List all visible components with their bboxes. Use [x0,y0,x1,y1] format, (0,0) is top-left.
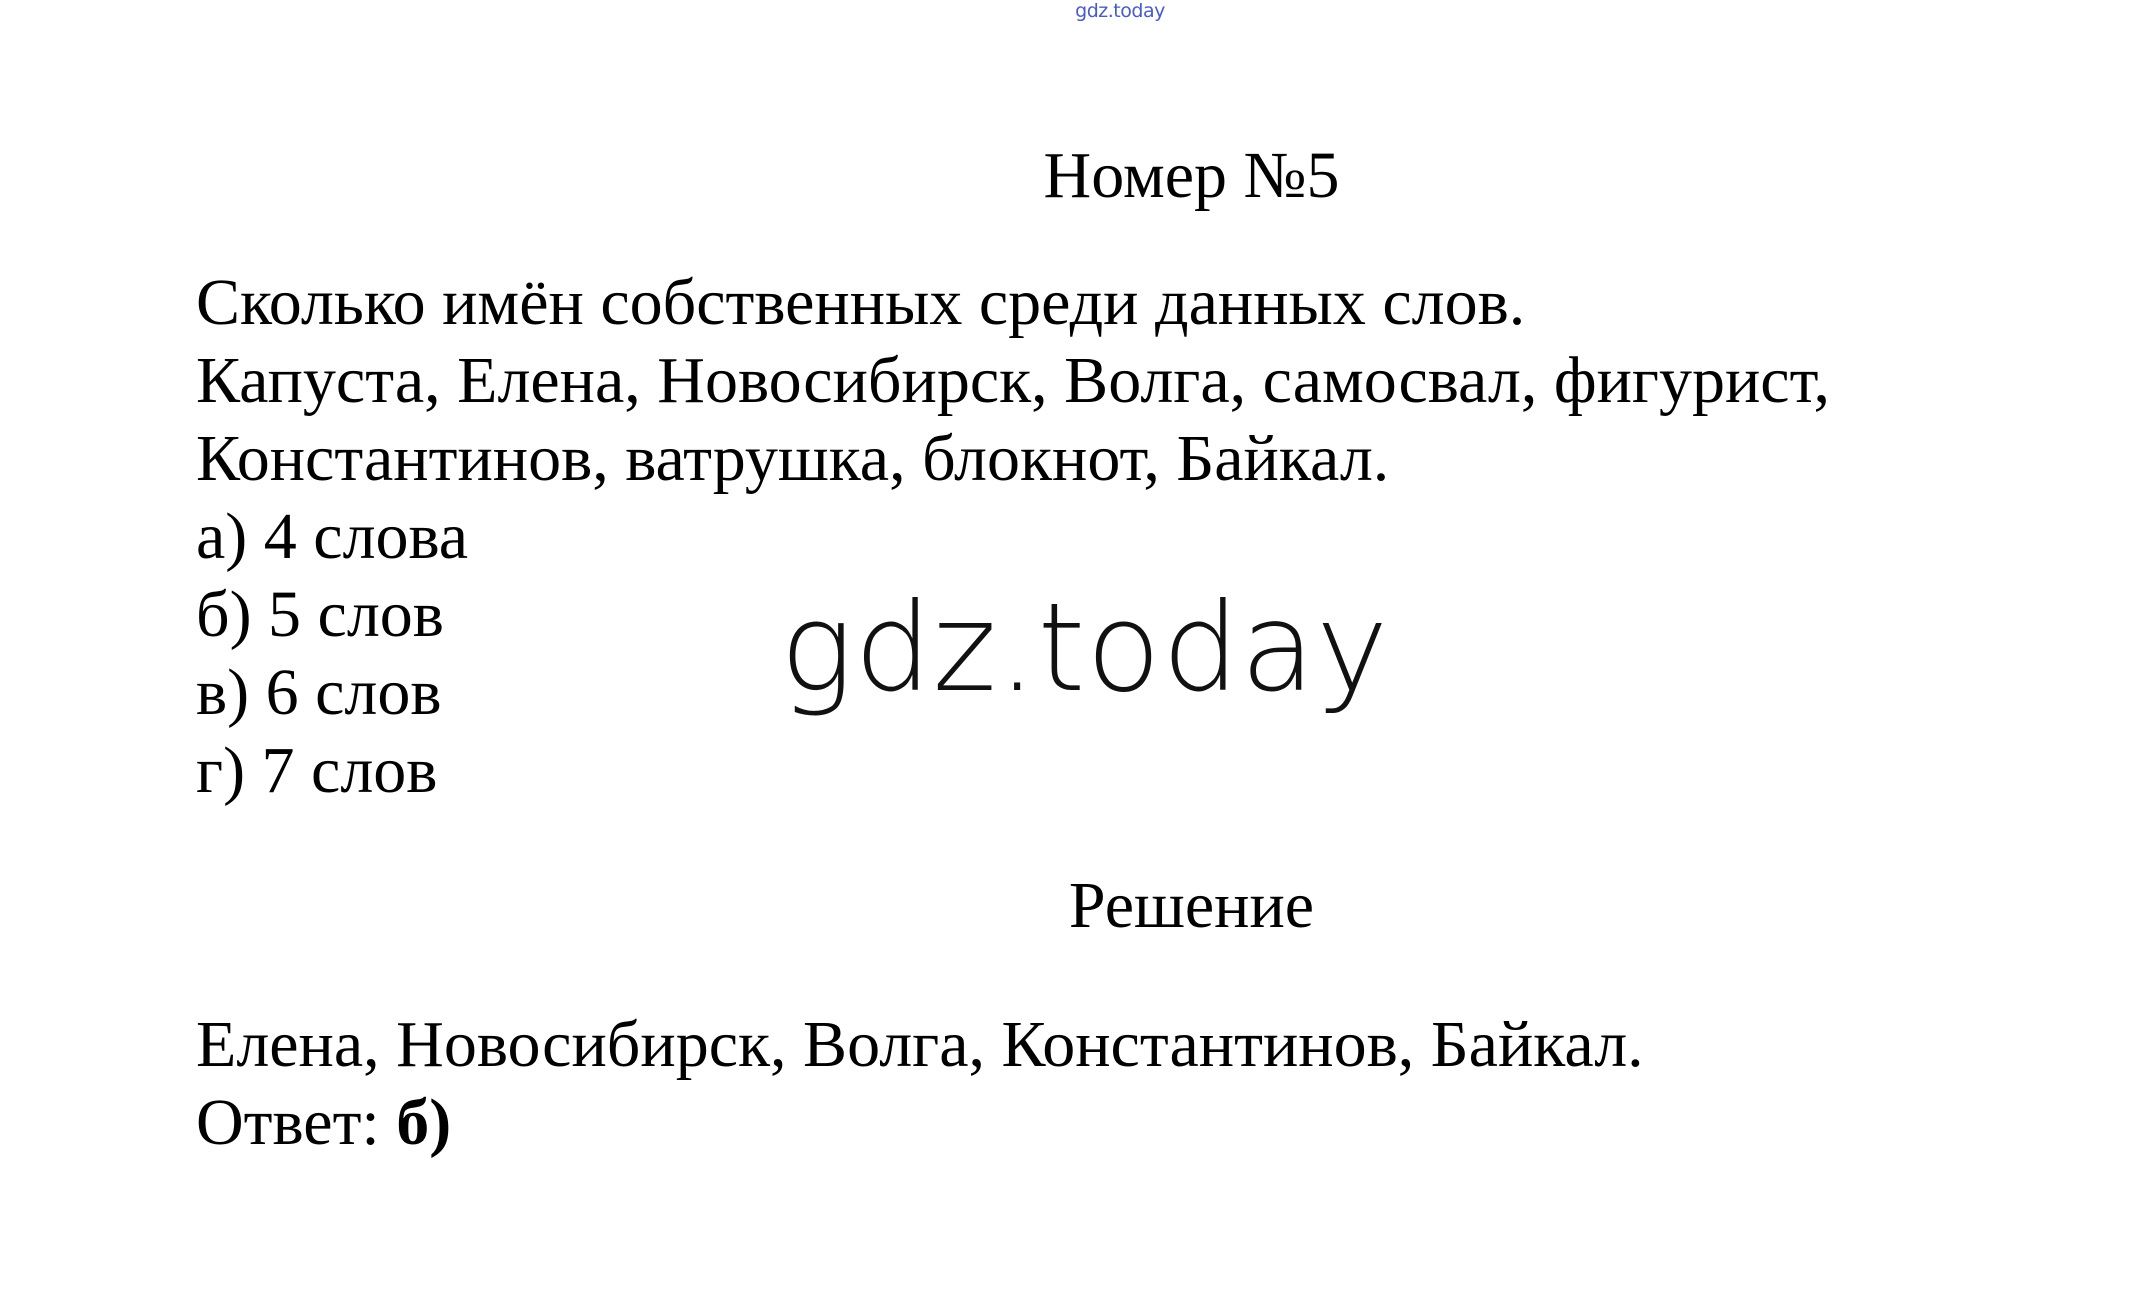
answer-options [196,498,468,810]
problem-statement [196,264,2076,498]
problem-words-line-1: Капуста, Елена, Новосибирск, Волга, самосвал, фигурист, [196,344,1830,417]
option-d: г) 7 слов [196,734,438,807]
top-watermark: gdz.today [1075,0,1165,22]
problem-words-line-2: Константинов, ватрушка, блокнот, Байкал. [196,422,1390,495]
option-b: б) 5 слов [196,578,444,651]
center-watermark: gdz.today [780,577,1390,719]
answer-line [196,1084,1644,1162]
answer-value: б) [396,1086,452,1159]
page-title: Номер №5 [1043,139,1340,212]
solution-body [196,1006,1644,1162]
answer-label: Ответ: [196,1086,397,1159]
option-c: в) 6 слов [196,656,442,729]
problem-question: Сколько имён собственных среди данных слов. [196,266,1526,339]
solution-title: Решение [1068,869,1315,942]
option-a: а) 4 слова [196,500,469,573]
solution-text: Елена, Новосибирск, Волга, Константинов, Байкал. [196,1008,1644,1081]
